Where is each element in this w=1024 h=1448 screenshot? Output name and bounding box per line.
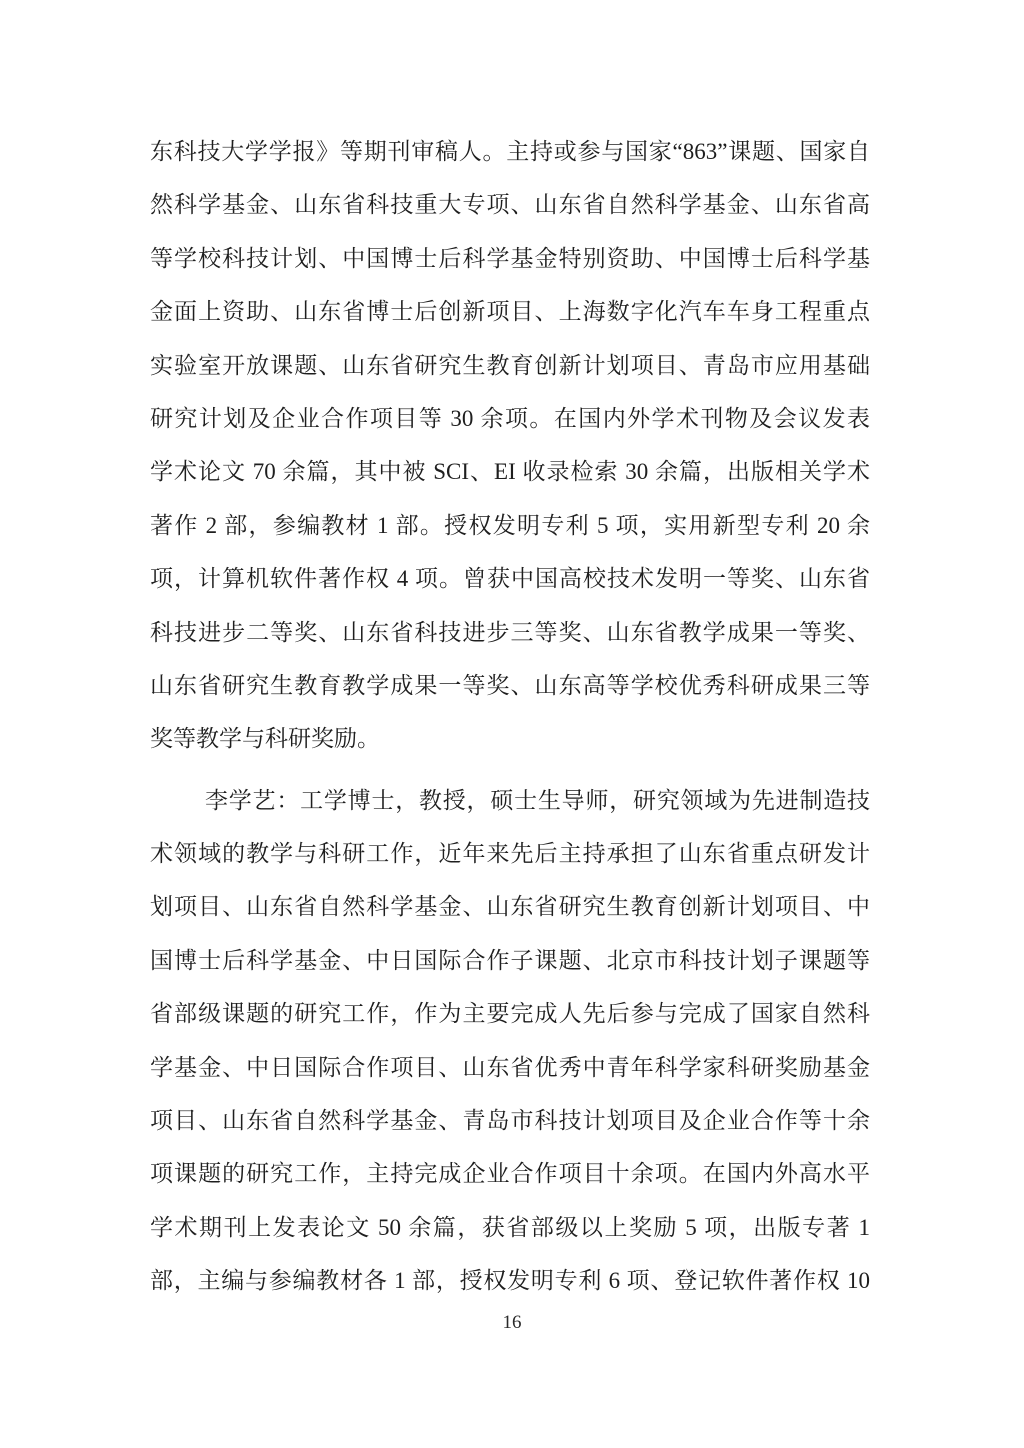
text-line: 项课题的研究工作，主持完成企业合作项目十余项。在国内外高水平: [150, 1161, 870, 1187]
text-line: 划项目、山东省自然科学基金、山东省研究生教育创新计划项目、中: [150, 894, 870, 920]
page-number: 16: [502, 1312, 522, 1333]
text-line: 金面上资助、山东省博士后创新项目、上海数字化汽车车身工程重点: [150, 299, 870, 325]
text-line: 科技进步二等奖、山东省科技进步三等奖、山东省教学成果一等奖、: [150, 619, 870, 645]
text-line: 著作 2 部，参编教材 1 部。授权发明专利 5 项，实用新型专利 20 余: [150, 512, 870, 538]
text-line: 研究计划及企业合作项目等 30 余项。在国内外学术刊物及会议发表: [150, 405, 870, 431]
text-line: 等学校科技计划、中国博士后科学基金特别资助、中国博士后科学基: [150, 245, 870, 271]
text-line: 东科技大学学报》等期刊审稿人。主持或参与国家“863”课题、国家自: [150, 139, 870, 164]
text-line: 术领域的教学与科研工作，近年来先后主持承担了山东省重点研发计: [150, 841, 870, 867]
paragraph: [150, 125, 870, 766]
text-line: 李学艺：工学博士，教授，硕士生导师，研究领域为先进制造技: [205, 787, 870, 813]
text-line: 部，主编与参编教材各 1 部，授权发明专利 6 项、登记软件著作权 10: [150, 1268, 870, 1294]
text-line: 国博士后科学基金、中日国际合作子课题、北京市科技计划子课题等: [150, 947, 870, 973]
text-line: 学术期刊上发表论文 50 余篇，获省部级以上奖励 5 项，出版专著 1: [150, 1214, 870, 1240]
text-line: 然科学基金、山东省科技重大专项、山东省自然科学基金、山东省高: [150, 192, 870, 218]
text-line: 实验室开放课题、山东省研究生教育创新计划项目、青岛市应用基础: [150, 352, 870, 378]
text-line: 省部级课题的研究工作，作为主要完成人先后参与完成了国家自然科: [150, 1001, 870, 1027]
paragraph: [150, 774, 870, 1308]
text-line: 学术论文 70 余篇，其中被 SCI、EI 收录检索 30 余篇，出版相关学术: [150, 459, 870, 485]
text-line: 项，计算机软件著作权 4 项。曾获中国高校技术发明一等奖、山东省: [150, 566, 870, 592]
text-line: 学基金、中日国际合作项目、山东省优秀中青年科学家科研奖励基金: [150, 1054, 870, 1080]
text-line: 项目、山东省自然科学基金、青岛市科技计划项目及企业合作等十余: [150, 1108, 870, 1134]
text-line: 山东省研究生教育教学成果一等奖、山东高等学校优秀科研成果三等: [150, 672, 870, 698]
text-block: [150, 125, 870, 1308]
text-line: 奖等教学与科研奖励。: [150, 726, 380, 752]
